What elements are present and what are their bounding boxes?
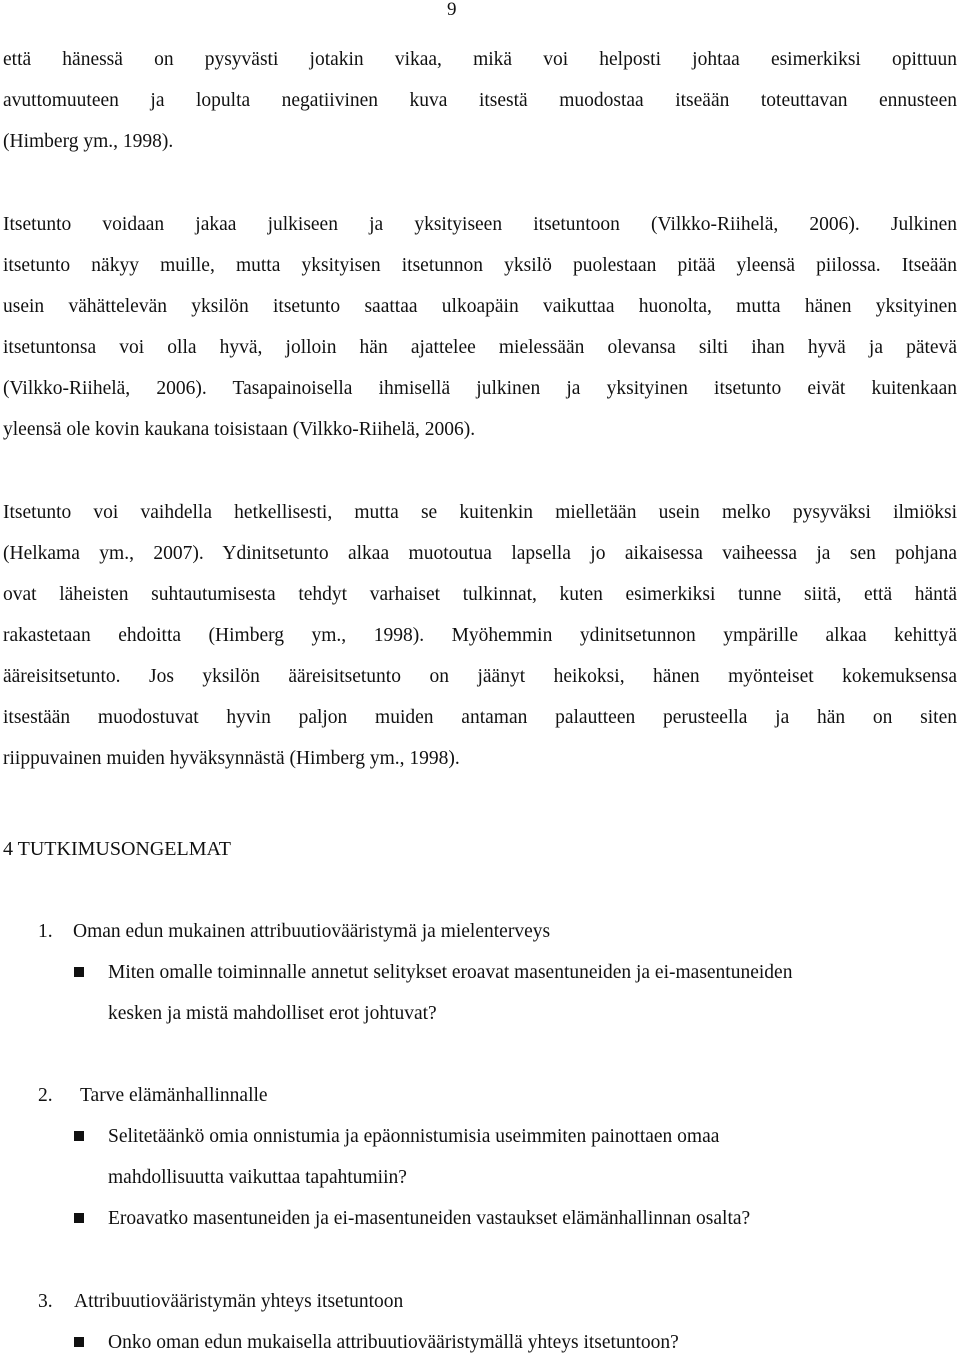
question-number: 3.	[38, 1291, 53, 1312]
paragraph-line: yleensä ole kovin kaukana toisistaan (Vilkko-Riihelä, 2006).	[3, 419, 476, 440]
square-bullet-icon	[74, 1213, 84, 1223]
paragraph-line: että hänessä on pysyvästi jotakin vikaa, mikä voi helposti johtaa esimerkiksi opittuun	[3, 49, 957, 70]
paragraph-line: (Helkama ym., 2007). Ydinitsetunto alkaa muotoutua lapsella jo aikaisessa vaiheessa ja sen pohjana	[3, 543, 957, 564]
question-item-line: Selitetäänkö omia onnistumia ja epäonnistumisia useimmiten painottaen omaa	[108, 1126, 720, 1147]
body-paragraph	[3, 204, 957, 450]
body-paragraph	[3, 492, 957, 779]
question-text: Oman edun mukainen attribuutiovääristymä ja mielenterveys	[73, 921, 551, 942]
question-text: Attribuutiovääristymän yhteys itsetuntoon	[74, 1291, 404, 1312]
paragraph-line: itsestään muodostuvat hyvin paljon muiden antaman palautteen perusteella ja hän on siten	[3, 707, 957, 728]
section-heading: 4 TUTKIMUSONGELMAT	[3, 838, 231, 860]
paragraph-line: Itsetunto voi vaihdella hetkellisesti, mutta se kuitenkin mielletään usein melko pysyväksi ilmiöksi	[3, 502, 957, 523]
paragraph-line: itsetuntonsa voi olla hyvä, jolloin hän ajattelee mielessään olevansa silti ihan hyvä ja pätevä	[3, 337, 957, 358]
paragraph-line: Itsetunto voidaan jakaa julkiseen ja yksityiseen itsetuntoon (Vilkko-Riihelä, 2006). Julkinen	[3, 214, 957, 235]
paragraph-line: rakastetaan ehdoitta (Himberg ym., 1998). Myöhemmin ydinitsetunnon ympärille alkaa kehittyä	[3, 625, 957, 646]
square-bullet-icon	[74, 967, 84, 977]
question-number: 2.	[38, 1085, 53, 1106]
question-number: 1.	[38, 921, 53, 942]
paragraph-line: ääreisitsetunto. Jos yksilön ääreisitsetunto on jäänyt heikoksi, hänen myönteiset kokemuksensa	[3, 666, 957, 687]
question-item-line: mahdollisuutta vaikuttaa tapahtumiin?	[108, 1167, 407, 1188]
question-item-line: Miten omalle toiminnalle annetut selitykset eroavat masentuneiden ja ei-masentuneiden	[108, 962, 793, 983]
question-item-line: kesken ja mistä mahdolliset erot johtuvat?	[108, 1003, 437, 1024]
paragraph-line: (Himberg ym., 1998).	[3, 131, 174, 152]
paragraph-line: ovat läheisten suhtautumisesta tehdyt varhaiset tulkinnat, kuten esimerkiksi tunne siitä, että häntä	[3, 584, 957, 605]
question-item-line: Onko oman edun mukaisella attribuutiovääristymällä yhteys itsetuntoon?	[108, 1332, 679, 1353]
question-item	[108, 1116, 958, 1198]
question-text: Tarve elämänhallinnalle	[80, 1085, 268, 1106]
paragraph-line: (Vilkko-Riihelä, 2006). Tasapainoisella ihmisellä julkinen ja yksityinen itsetunto eivät kuitenkaan	[3, 378, 957, 399]
paragraph-line: itsetunto näkyy muille, mutta yksityisen itsetunnon yksilö puolestaan pitää yleensä piilossa. Itseään	[3, 255, 957, 276]
square-bullet-icon	[74, 1131, 84, 1141]
square-bullet-icon	[74, 1337, 84, 1347]
question-item-line: Eroavatko masentuneiden ja ei-masentuneiden vastaukset elämänhallinnan osalta?	[108, 1208, 751, 1229]
paragraph-line: usein vähättelevän yksilön itsetunto saattaa ulkoapäin vaikuttaa huonolta, mutta hänen yksityinen	[3, 296, 957, 317]
question-item	[108, 952, 958, 1034]
question-item	[108, 1198, 958, 1239]
body-paragraph	[3, 39, 957, 162]
paragraph-line: riippuvainen muiden hyväksynnästä (Himberg ym., 1998).	[3, 748, 460, 769]
question-item	[108, 1322, 958, 1363]
paragraph-line: avuttomuuteen ja lopulta negatiivinen kuva itsestä muodostaa itseään toteuttavan ennusteen	[3, 90, 957, 111]
page-number: 9	[447, 0, 457, 20]
